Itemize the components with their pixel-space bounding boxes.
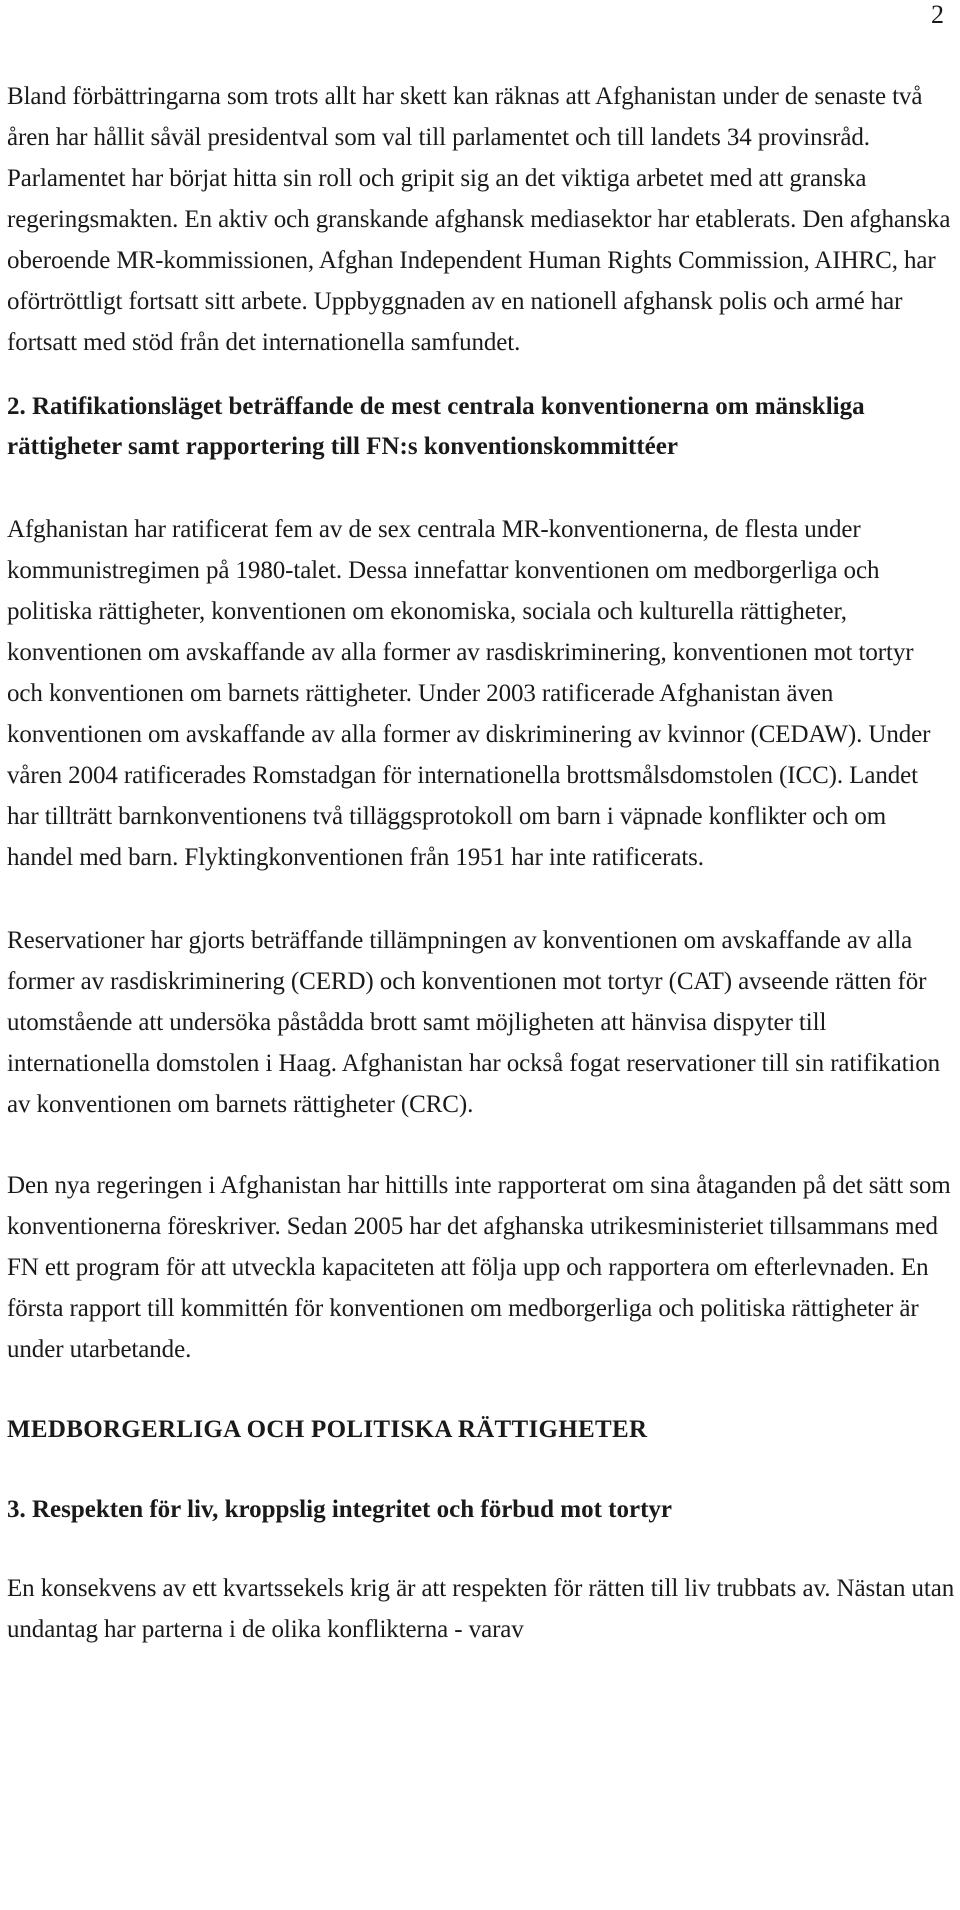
paragraph-ratification: Afghanistan har ratificerat fem av de sex centrala MR-konventionerna, de flesta under kommunistregimen på 1980-talet. Dessa innefattar konventionen om medborgerliga och politiska rättigheter, konventionen om ekonomiska, sociala och kulturella rättigheter, konventionen om avskaffande av alla former av rasdiskriminering, konventionen mot tortyr och konventionen om barnets rättigheter. Under 2003 ratificerade Afghanistan även konventionen om avskaffande av alla former av diskriminering av kvinnor (CEDAW). Under våren 2004 ratificerades Romstadgan för internationella brottsmålsdomstolen (ICC). Landet har tillträtt barnkonventionens två tilläggsprotokoll om barn i väpnade konflikter och om handel med barn. Flyktingkonventionen från 1951 har inte ratificerats. [7, 516, 931, 871]
document-body [7, 76, 955, 1650]
heading-respect-for-life: 3. Respekten för liv, kroppslig integritet och förbud mot tortyr [7, 1496, 673, 1523]
paragraph-reporting: Den nya regeringen i Afghanistan har hittills inte rapporterat om sina åtaganden på det sätt som konventionerna föreskriver. Sedan 2005 har det afghanska utrikesministeriet tillsammans med FN ett program för att utveckla kapaciteten att följa upp och rapportera om efterlevnaden. En första rapport till kommittén för konventionen om medborgerliga och politiska rättigheter är under utarbetande. [7, 1172, 951, 1363]
page-number: 2 [931, 0, 944, 29]
paragraph-intro: Bland förbättringarna som trots allt har skett kan räknas att Afghanistan under de senaste två åren har hållit såväl presidentval som val till parlamentet och till landets 34 provinsråd. Parlamentet har börjat hitta sin roll och gripit sig an det viktiga arbetet med att granska regeringsmakten. En aktiv och granskande afghansk mediasektor har etablerats. Den afghanska oberoende MR-kommissionen, Afghan Independent Human Rights Commission, AIHRC, har oförtröttligt fortsatt sitt arbete. Uppbyggnaden av en nationell afghansk polis och armé har fortsatt med stöd från det internationella samfundet. [7, 83, 951, 356]
paragraph-consequence: En konsekvens av ett kvartssekels krig är att respekten för rätten till liv trubbats av. Nästan utan undantag har parterna i de olika konflikterna - varav [7, 1575, 955, 1643]
heading-ratification: 2. Ratifikationsläget beträffande de mest centrala konventionerna om mänskliga rättigheter samt rapportering till FN:s konventionskommittéer [7, 393, 865, 460]
paragraph-reservations: Reservationer har gjorts beträffande tillämpningen av konventionen om avskaffande av alla former av rasdiskriminering (CERD) och konventionen mot tortyr (CAT) avseende rätten för utomstående att undersöka påstådda brott samt möjligheten att hänvisa dispyter till internationella domstolen i Haag. Afghanistan har också fogat reservationer till sin ratifikation av konventionen om barnets rättigheter (CRC). [7, 927, 941, 1118]
heading-civil-political-rights: MEDBORGERLIGA OCH POLITISKA RÄTTIGHETER [7, 1416, 648, 1443]
